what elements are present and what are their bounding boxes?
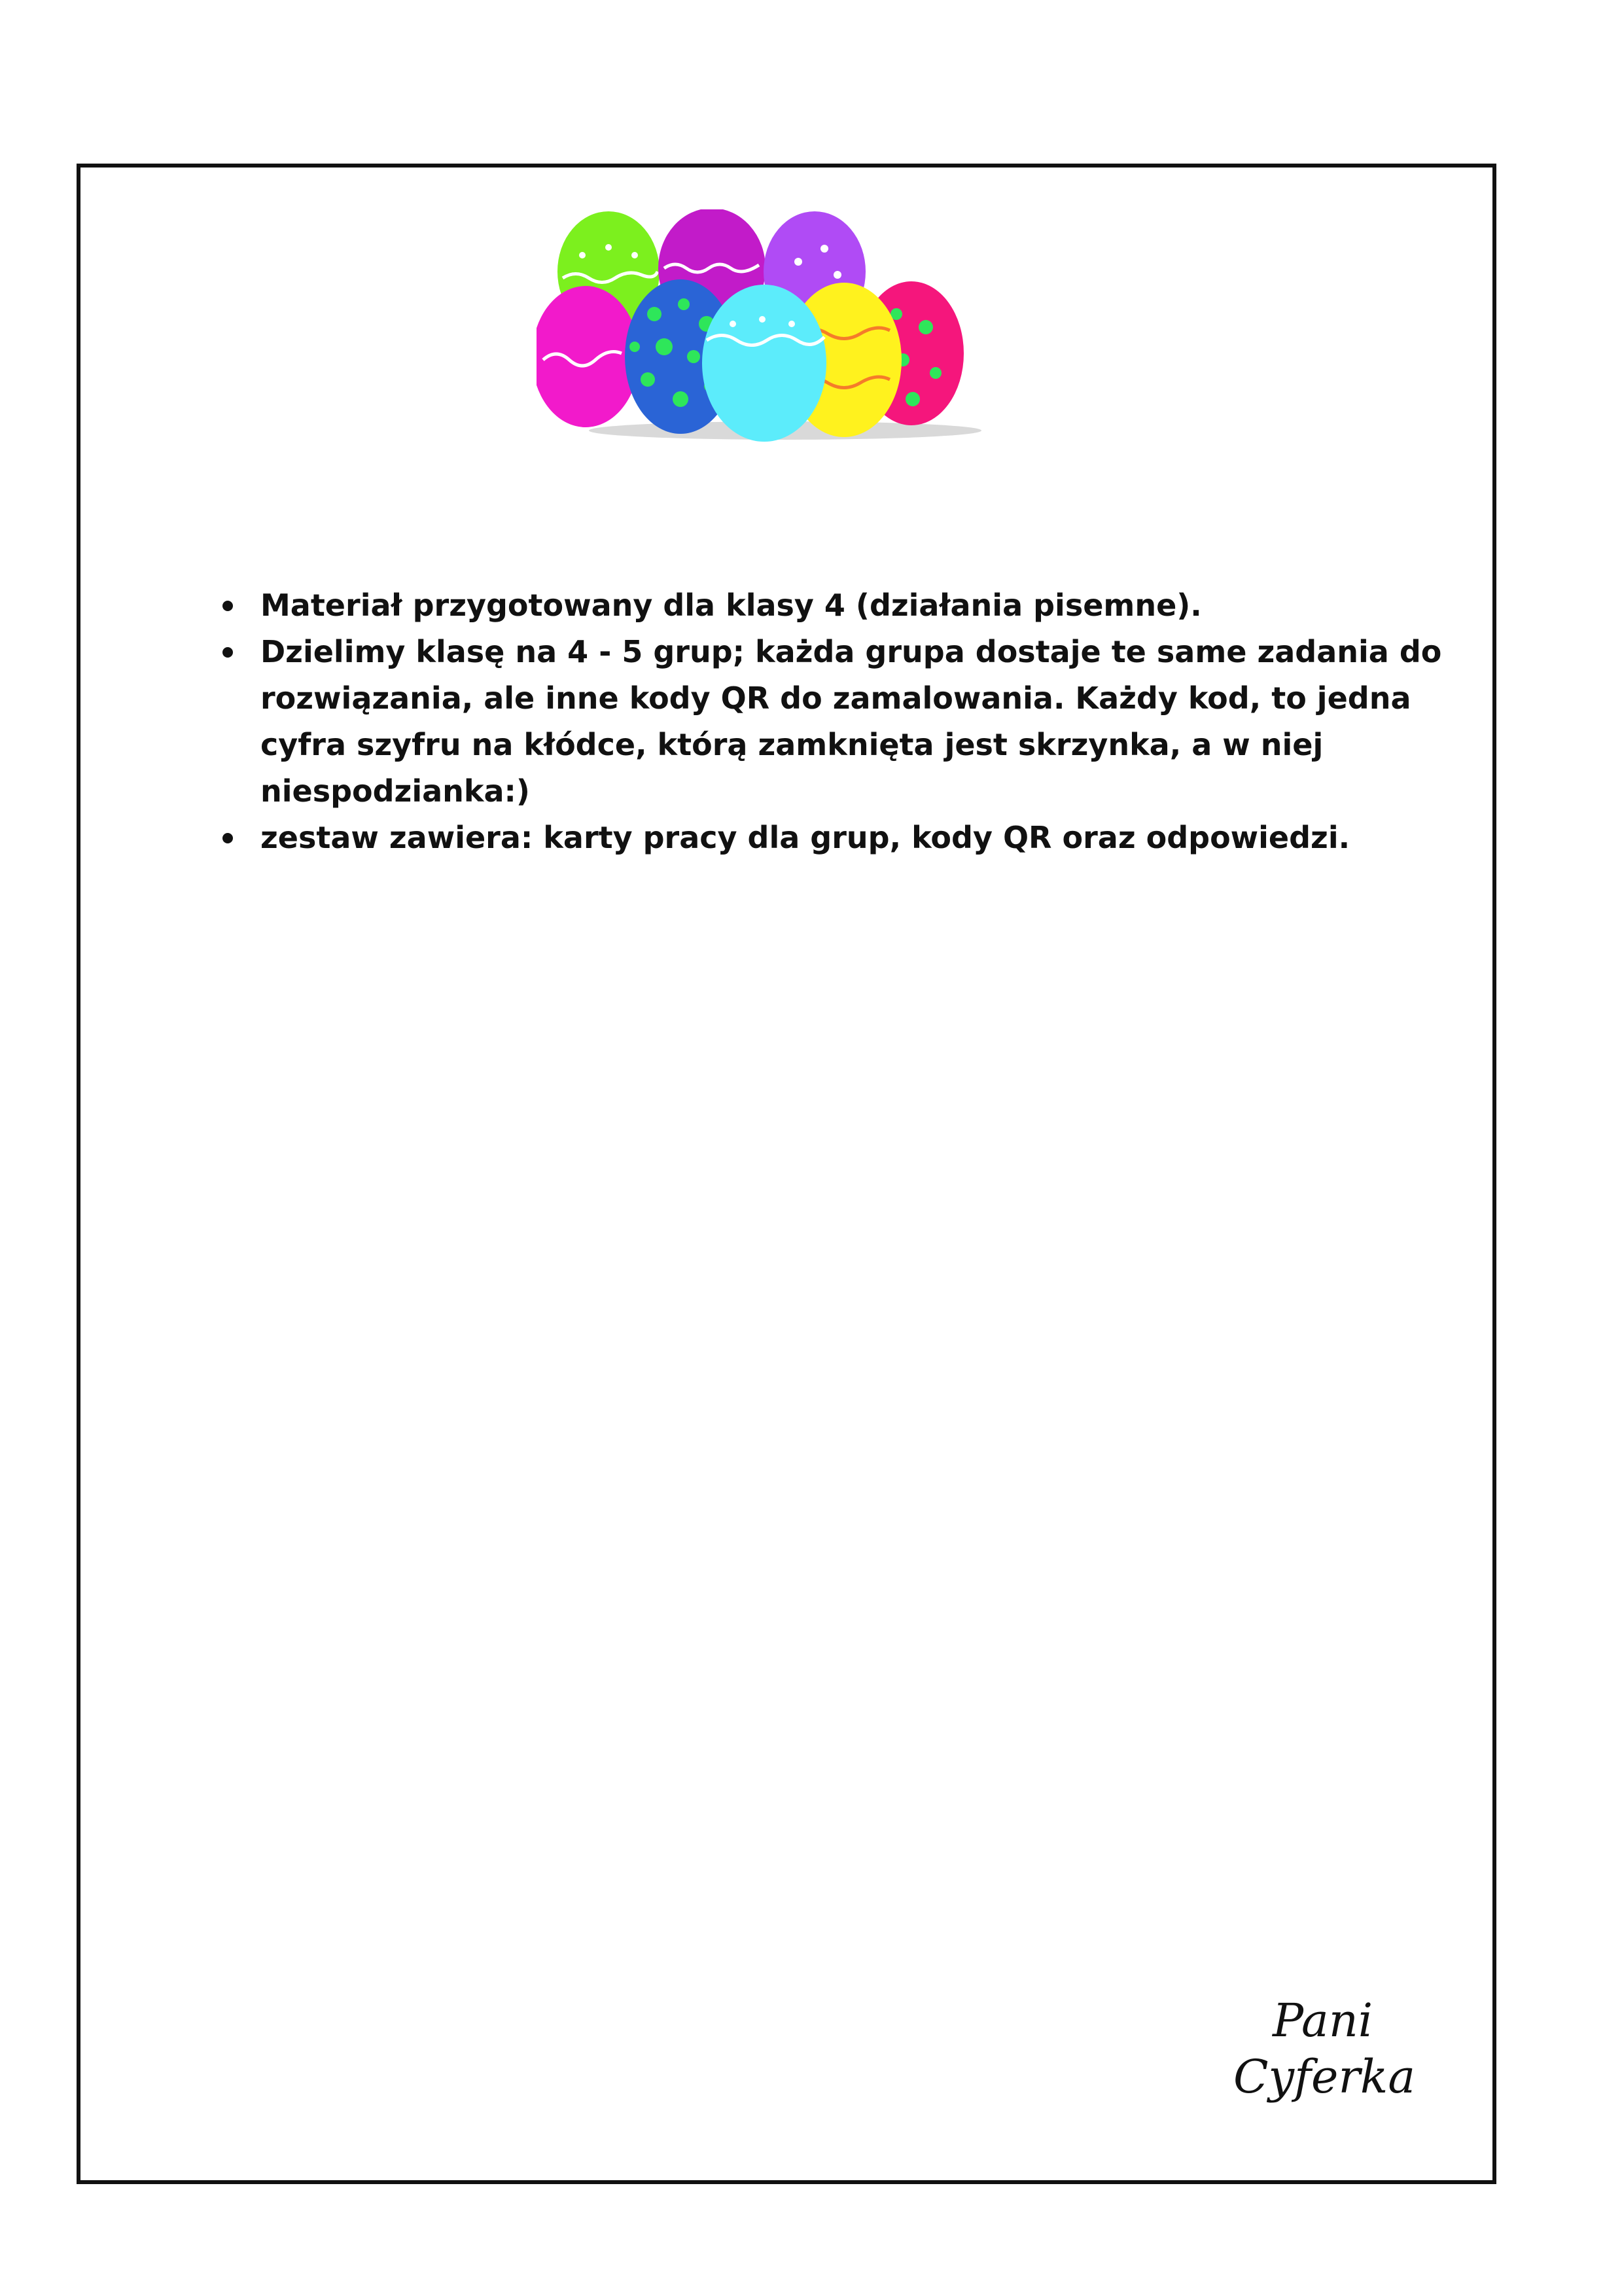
signature-line-2: Cyferka [1233, 2050, 1416, 2104]
easter-eggs-illustration [537, 209, 1034, 451]
list-item [216, 815, 1459, 861]
list-item-text: zestaw zawiera: karty pracy dla grup, kody QR oraz odpowiedzi. [260, 820, 1350, 855]
list-item-text: Materiał przygotowany dla klasy 4 (działania pisemne). [260, 588, 1202, 623]
bullet-icon [222, 833, 233, 843]
page-border [77, 164, 1496, 2184]
signature [1233, 1992, 1430, 2105]
signature-line-1: Pani [1273, 1994, 1373, 2047]
info-list [216, 582, 1459, 861]
list-item-text: Dzielimy klasę na 4 - 5 grup; każda grupa dostaje te same zadania do rozwiązania, ale inne kody QR do zamalowania. Każdy kod, to jedna cyfra szyfru na kłódce, którą zamknięta jest skrzynka, a w niej niespodzianka:) [260, 634, 1442, 809]
bullet-icon [222, 647, 233, 658]
list-item [216, 629, 1459, 815]
bullet-icon [222, 601, 233, 611]
list-item [216, 582, 1459, 629]
